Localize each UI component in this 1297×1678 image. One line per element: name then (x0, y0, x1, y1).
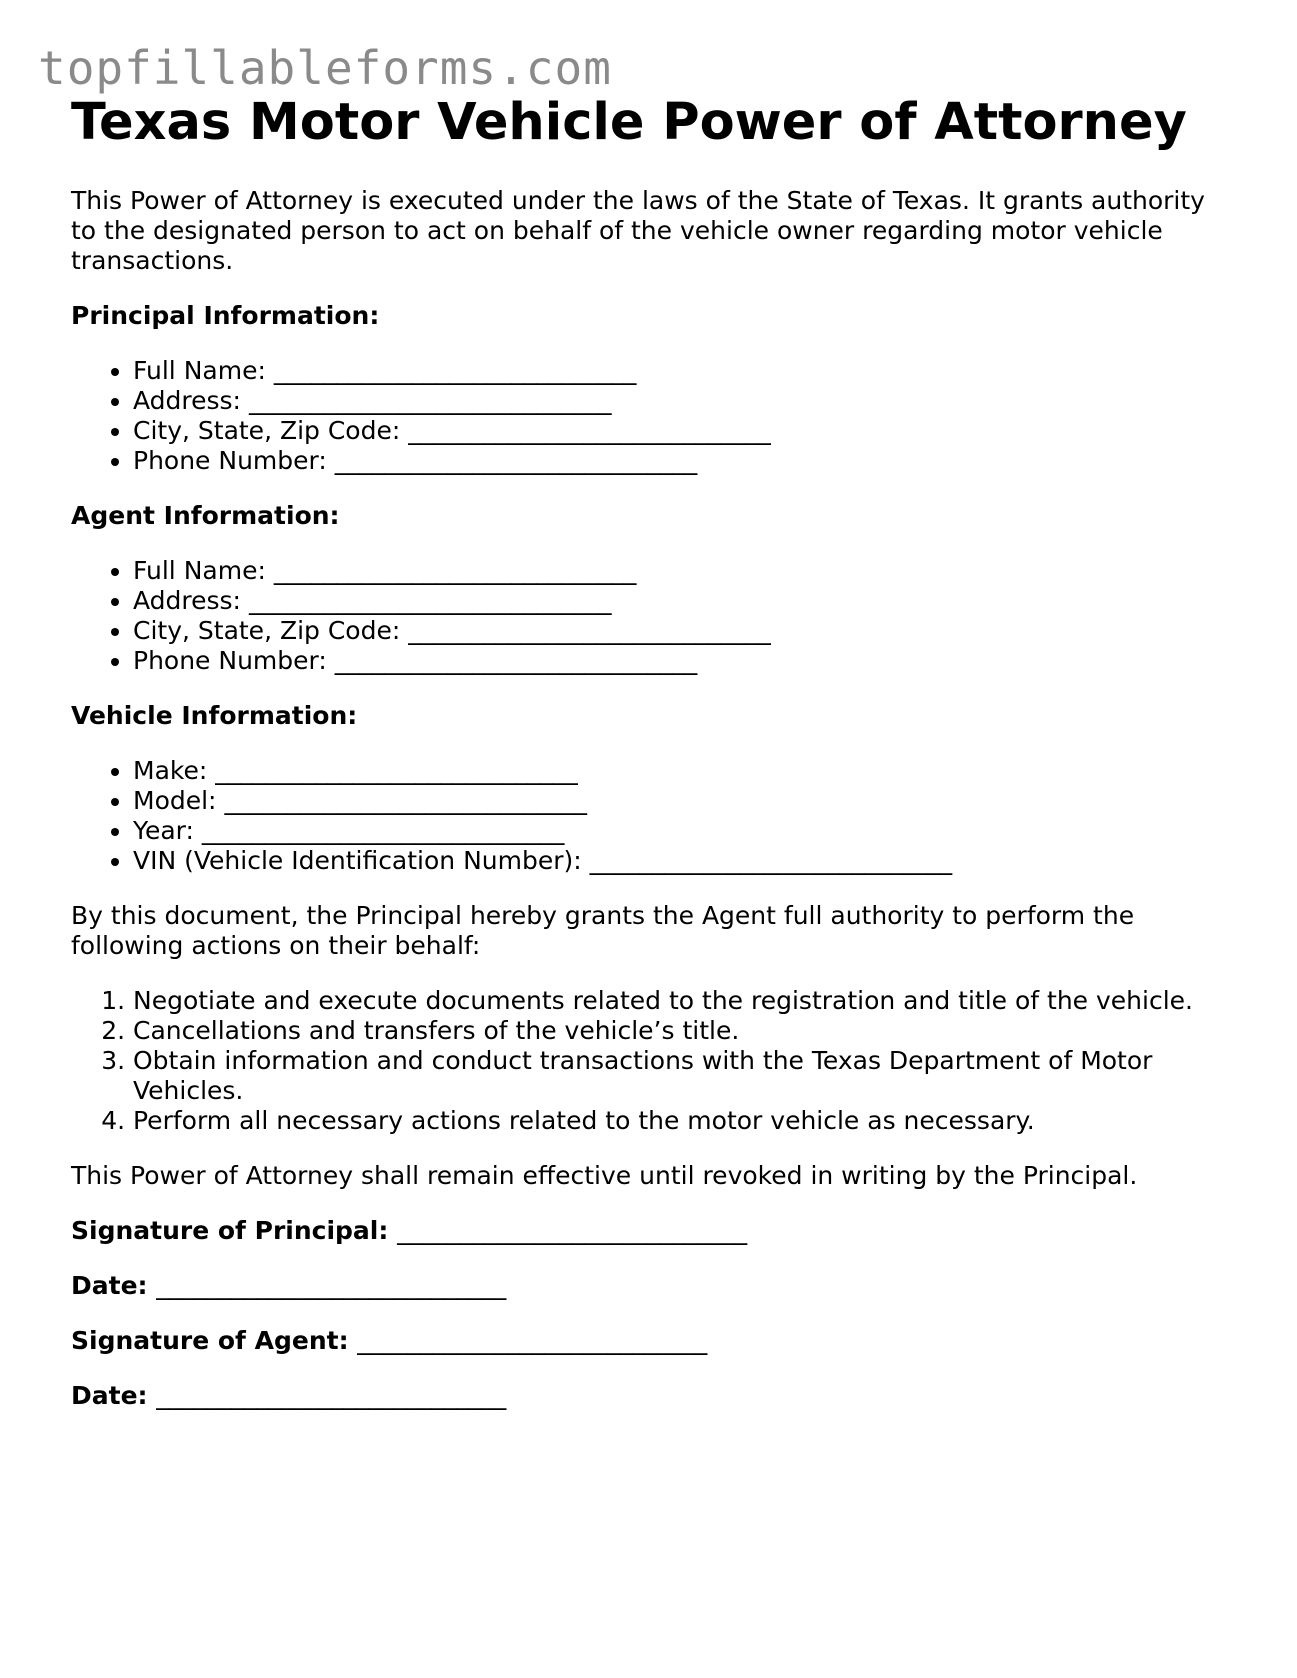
agent-full-name[interactable] (133, 556, 1231, 586)
vehicle-vin[interactable] (133, 846, 1231, 876)
agent-address[interactable] (133, 586, 1231, 616)
field-blank[interactable]: _____________________________ (408, 616, 771, 645)
date-blank[interactable]: ____________________________ (156, 1381, 507, 1410)
agent-city-state-zip[interactable] (133, 616, 1231, 646)
principal-date-line[interactable] (71, 1271, 1231, 1301)
agent-phone[interactable] (133, 646, 1231, 676)
action-item: 1. Negotiate and execute documents related to the registration and title of the vehicle. (133, 986, 1231, 1016)
field-blank[interactable]: _____________________________ (248, 386, 612, 415)
field-blank[interactable]: _____________________________ (273, 356, 637, 385)
intro-paragraph: This Power of Attorney is executed under the laws of the State of Texas. It grants authority to the designated person to act on behalf of the vehicle owner regarding motor vehicle transactions. (71, 186, 1205, 275)
document-title: Texas Motor Vehicle Power of Attorney (71, 93, 1187, 152)
action-item: 4. Perform all necessary actions related to the motor vehicle as necessary. (133, 1106, 1231, 1136)
principal-city-state-zip[interactable] (133, 416, 1231, 446)
date-label: Date: (71, 1381, 148, 1410)
date-label: Date: (71, 1271, 148, 1300)
field-label: Phone Number: (133, 446, 327, 475)
vehicle-make[interactable] (133, 756, 1231, 786)
principal-heading: Principal Information: (71, 301, 380, 330)
signature-label: Signature of Principal: (71, 1216, 389, 1245)
field-label: Model: (133, 786, 217, 815)
vehicle-fields (71, 756, 1231, 876)
date-blank[interactable]: ____________________________ (156, 1271, 507, 1300)
field-label: Phone Number: (133, 646, 327, 675)
document-page (71, 88, 1231, 1411)
signature-blank[interactable]: ____________________________ (397, 1216, 748, 1245)
principal-full-name[interactable] (133, 356, 1231, 386)
agent-heading: Agent Information: (71, 501, 340, 530)
field-label: City, State, Zip Code: (133, 416, 401, 445)
field-blank[interactable]: _____________________________ (224, 786, 587, 815)
field-label: City, State, Zip Code: (133, 616, 401, 645)
signature-label: Signature of Agent: (71, 1326, 349, 1355)
principal-phone[interactable] (133, 446, 1231, 476)
field-blank[interactable]: _____________________________ (589, 846, 953, 875)
field-blank[interactable]: _____________________________ (334, 446, 698, 475)
principal-signature-line[interactable] (71, 1216, 1231, 1246)
field-blank[interactable]: _____________________________ (248, 586, 612, 615)
field-blank[interactable]: _____________________________ (273, 556, 637, 585)
field-label: Year: (133, 816, 194, 845)
field-blank[interactable]: _____________________________ (408, 416, 771, 445)
vehicle-year[interactable] (133, 816, 1231, 846)
field-label: Make: (133, 756, 208, 785)
field-blank[interactable]: _____________________________ (334, 646, 698, 675)
field-blank[interactable]: _____________________________ (215, 756, 578, 785)
field-label: Full Name: (133, 556, 266, 585)
vehicle-heading: Vehicle Information: (71, 701, 358, 730)
field-label: Full Name: (133, 356, 266, 385)
signature-blank[interactable]: ____________________________ (357, 1326, 708, 1355)
field-blank[interactable]: _____________________________ (201, 816, 565, 845)
vehicle-model[interactable] (133, 786, 1231, 816)
field-label: Address: (133, 386, 241, 415)
closing-paragraph: This Power of Attorney shall remain effective until revoked in writing by the Principal. (71, 1161, 1138, 1190)
grant-paragraph: By this document, the Principal hereby grants the Agent full authority to perform the following actions on their behalf: (71, 901, 1135, 960)
field-label: Address: (133, 586, 241, 615)
agent-date-line[interactable] (71, 1381, 1231, 1411)
field-label: VIN (Vehicle Identification Number): (133, 846, 582, 875)
authorized-actions-list (71, 986, 1231, 1136)
action-item: 3. Obtain information and conduct transactions with the Texas Department of Motor Vehicles. (133, 1046, 1231, 1106)
agent-signature-line[interactable] (71, 1326, 1231, 1356)
watermark: topfillableforms.com (38, 41, 612, 95)
principal-fields (71, 356, 1231, 476)
action-item: 2. Cancellations and transfers of the vehicle’s title. (133, 1016, 1231, 1046)
principal-address[interactable] (133, 386, 1231, 416)
agent-fields (71, 556, 1231, 676)
